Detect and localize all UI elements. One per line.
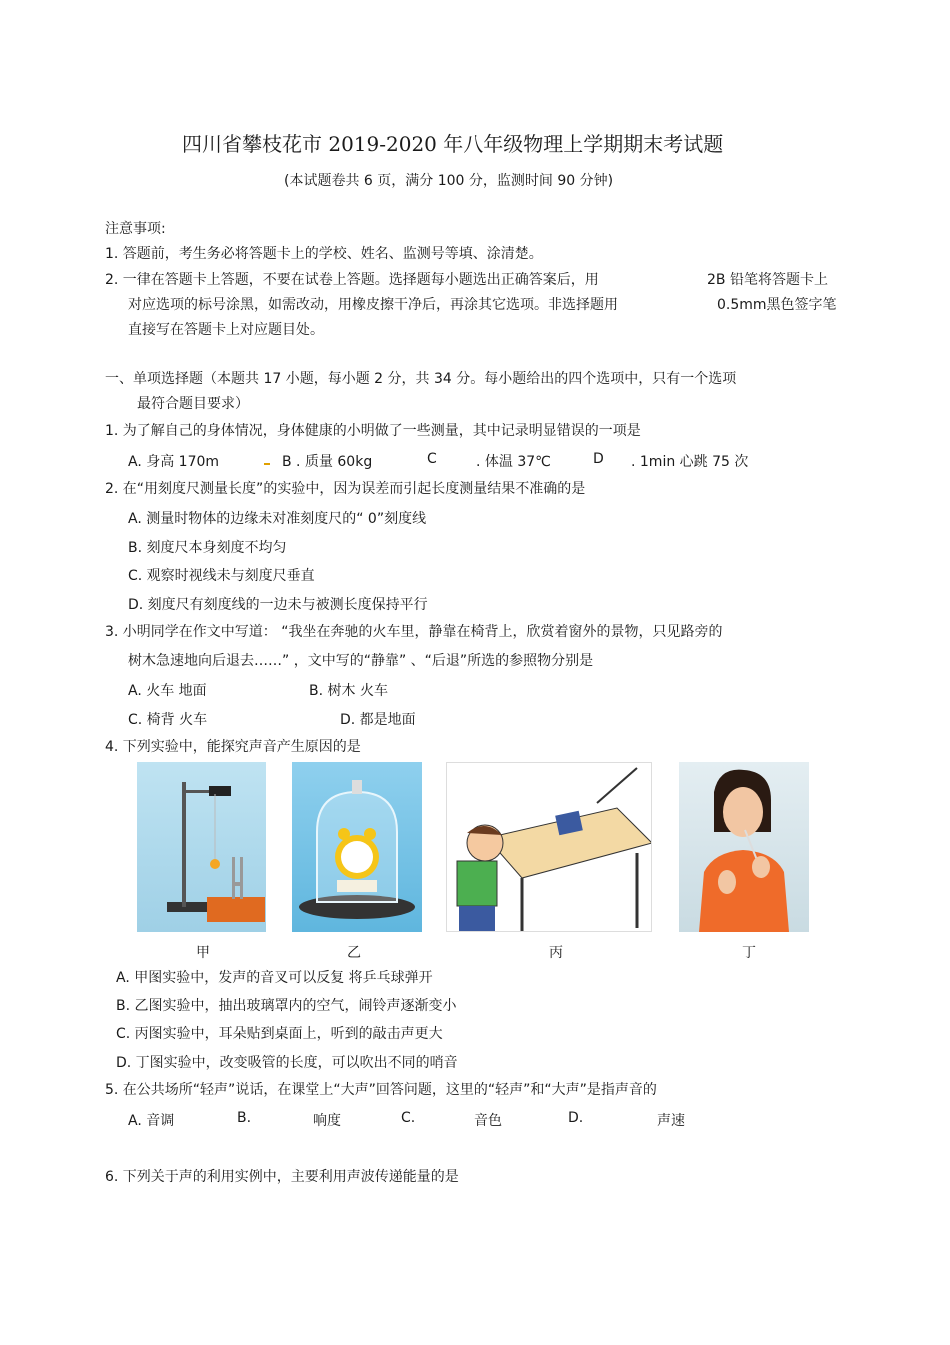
question-5-stem: 5. 在公共场所“轻声”说话，在课堂上“大声”回答问题，这里的“轻声”和“大声”是指声音的 — [105, 1082, 657, 1098]
q3-option-b: B. 树木 火车 — [309, 683, 388, 699]
page-subtitle: (本试题卷共 6 页，满分 100 分，监测时间 90 分钟) — [284, 173, 614, 189]
q4-option-c: C. 丙图实验中，耳朵贴到桌面上，听到的敲击声更大 — [116, 1026, 443, 1042]
bell-jar-alarm-clock-illustration — [292, 762, 422, 932]
q1-option-d-text: . 1min 心跳 75 次 — [631, 454, 749, 470]
notice-item-2-cont-tail: 0.5mm黑色签字笔 — [717, 297, 837, 313]
caption-jia: 甲 — [196, 945, 210, 961]
caption-bing: 丙 — [549, 945, 563, 961]
figure-ding-image — [679, 762, 809, 932]
notice-heading: 注意事项: — [105, 221, 166, 237]
section-heading: 一、单项选择题（本题共 17 小题，每小题 2 分，共 34 分。每小题给出的四个选项中，只有一个选项 — [105, 371, 737, 387]
q2-option-d: D. 刻度尺有刻度线的一边未与被测长度保持平行 — [128, 597, 428, 613]
q2-option-a: A. 测量时物体的边缘未对准刻度尺的“ 0”刻度线 — [128, 511, 427, 527]
q5-option-b-text: 响度 — [313, 1113, 341, 1129]
notice-item-2-tail: 2B 铅笔将答题卡上 — [707, 272, 828, 288]
q5-option-c: C. — [401, 1110, 416, 1126]
notice-item-2-cont: 对应选项的标号涂黑，如需改动，用橡皮擦干净后，再涂其它选项。非选择题用 — [128, 297, 618, 313]
figure-yi-image — [292, 762, 422, 932]
q3-option-d: D. 都是地面 — [340, 712, 416, 728]
caption-yi: 乙 — [347, 945, 361, 961]
straw-whistle-illustration — [679, 762, 809, 932]
question-6-stem: 6. 下列关于声的利用实例中，主要利用声波传递能量的是 — [105, 1169, 459, 1185]
q1-option-c-text: . 体温 37℃ — [476, 454, 551, 470]
q3-option-c: C. 椅背 火车 — [128, 712, 208, 728]
q2-option-b: B. 刻度尺本身刻度不均匀 — [128, 540, 287, 556]
tuning-fork-experiment-illustration — [137, 762, 266, 932]
question-4-stem: 4. 下列实验中，能探究声音产生原因的是 — [105, 739, 361, 755]
q3-option-a: A. 火车 地面 — [128, 683, 207, 699]
page-title: 四川省攀枝花市 2019-2020 年八年级物理上学期期末考试题 — [182, 132, 724, 156]
question-2-stem: 2. 在“用刻度尺测量长度”的实验中，因为误差而引起长度测量结果不准确的是 — [105, 481, 586, 497]
q4-option-a: A. 甲图实验中，发声的音叉可以反复 将乒乓球弹开 — [116, 970, 433, 986]
mark-dot — [264, 463, 270, 465]
q5-option-d: D. — [568, 1110, 584, 1126]
ear-on-desk-illustration — [447, 763, 652, 932]
q5-option-d-text: 声速 — [657, 1113, 685, 1129]
q4-option-d: D. 丁图实验中，改变吸管的长度，可以吹出不同的哨音 — [116, 1055, 458, 1071]
notice-item-2-end: 直接写在答题卡上对应题目处。 — [128, 322, 324, 338]
q1-option-b: B . 质量 60kg — [282, 454, 373, 470]
question-1-stem: 1. 为了解自己的身体情况，身体健康的小明做了一些测量，其中记录明显错误的一项是 — [105, 423, 641, 439]
question-3-stem-1: 3. 小明同学在作文中写道： “我坐在奔驰的火车里，静靠在椅背上，欣赏着窗外的景物，只见路旁的 — [105, 624, 723, 640]
q5-option-c-text: 音色 — [474, 1113, 502, 1129]
section-heading-cont: 最符合题目要求） — [137, 396, 249, 412]
q1-option-c: C — [427, 451, 437, 467]
q5-option-b: B. — [237, 1110, 252, 1126]
caption-ding: 丁 — [742, 945, 756, 961]
q2-option-c: C. 观察时视线未与刻度尺垂直 — [128, 568, 315, 584]
notice-item-2: 2. 一律在答题卡上答题，不要在试卷上答题。选择题每小题选出正确答案后，用 — [105, 272, 599, 288]
q1-option-a: A. 身高 170m — [128, 454, 220, 470]
figure-bing-image — [446, 762, 652, 932]
q5-option-a: A. 音调 — [128, 1113, 175, 1129]
figure-jia-image — [137, 762, 266, 932]
q1-option-d: D — [593, 451, 604, 467]
notice-item-1: 1. 答题前，考生务必将答题卡上的学校、姓名、监测号等填、涂清楚。 — [105, 246, 543, 262]
question-3-stem-2: 树木急速地向后退去……” ，文中写的“静靠” 、“后退”所选的参照物分别是 — [128, 653, 594, 669]
q4-option-b: B. 乙图实验中，抽出玻璃罩内的空气，闹铃声逐渐变小 — [116, 998, 457, 1014]
